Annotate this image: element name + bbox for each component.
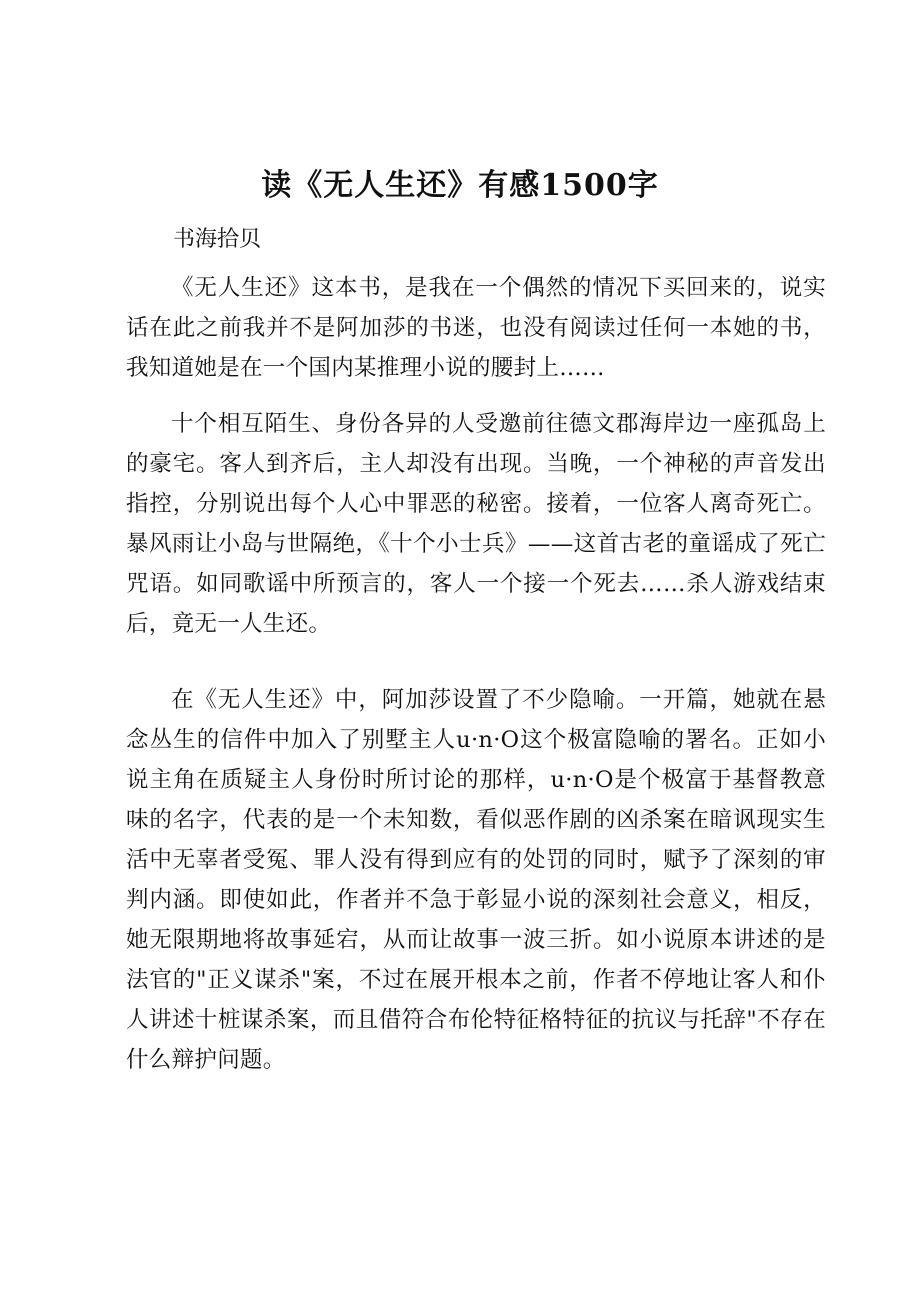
paragraph-1: 《无人生还》这本书，是我在一个偶然的情况下买回来的，说实话在此之前我并不是阿加莎的书迷，也没有阅读过任何一本她的书，我知道她是在一个国内某推理小说的腰封上…… — [126, 275, 826, 381]
document-body-3 — [126, 680, 826, 1080]
document-body-2 — [126, 404, 826, 644]
document-title: 读《无人生还》有感1500字 — [261, 168, 659, 203]
paragraph-3: 在《无人生还》中，阿加莎设置了不少隐喻。一开篇，她就在悬念丛生的信件中加入了别墅主人u·n·O这个极富隐喻的署名。正如小说主角在质疑主人身份时所讨论的那样，u·n·O是个极富于基督教意味的名字，代表的是一个未知数，看似恶作剧的凶杀案在暗讽现实生活中无辜者受冤、罪人没有得到应有的处罚的同时，赋予了深刻的审判内涵。即使如此，作者并不急于彰显小说的深刻社会意义，相反，她无限期地将故事延宕，从而让故事一波三折。如小说原本讲述的是法官的"正义谋杀"案，不过在展开根本之前，作者不停地让客人和仆人讲述十桩谋杀案，而且借符合布伦特征格特征的抗议与托辞"不存在什么辩护问题。 — [126, 687, 826, 1073]
document-author: 书海拾贝 — [173, 227, 262, 252]
document-body — [126, 268, 826, 388]
paragraph-2: 十个相互陌生、身份各异的人受邀前往德文郡海岸边一座孤岛上的豪宅。客人到齐后，主人却没有出现。当晚，一个神秘的声音发出指控，分别说出每个人心中罪恶的秘密。接着，一位客人离奇死亡。暴风雨让小岛与世隔绝，《十个小士兵》——这首古老的童谣成了死亡咒语。如同歌谣中所预言的，客人一个接一个死去……杀人游戏结束后，竟无一人生还。 — [126, 411, 826, 637]
